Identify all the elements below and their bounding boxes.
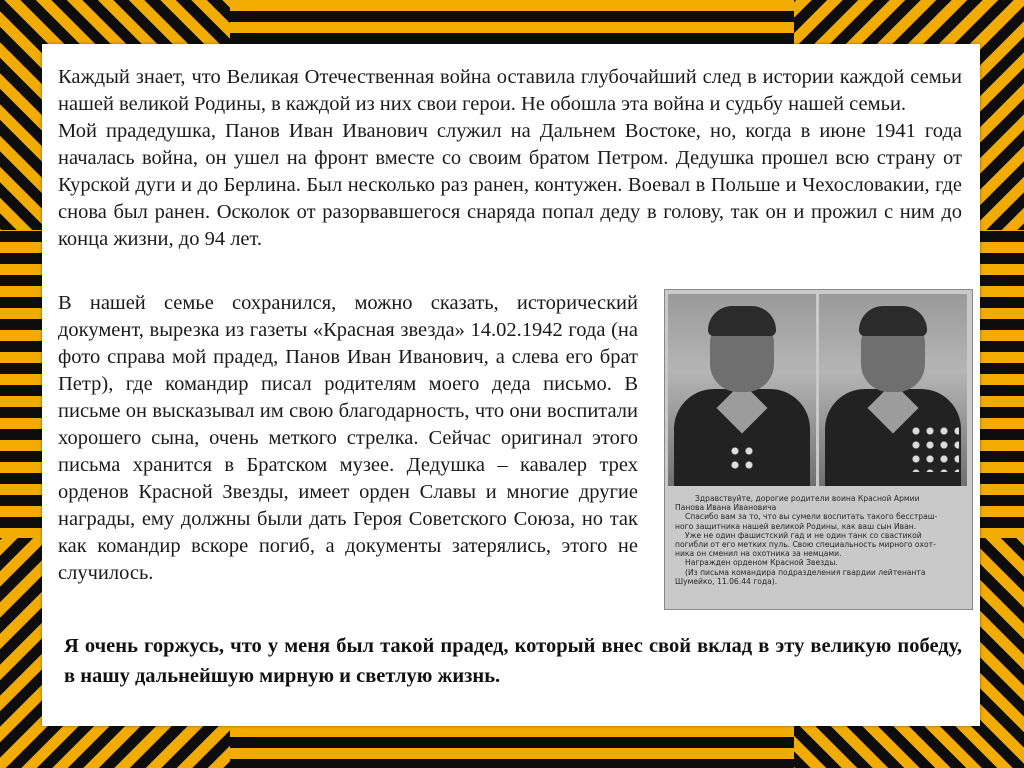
caption-line: Шумейко, 11.06.44 года). bbox=[675, 576, 778, 586]
caption-line: Спасибо вам за то, что вы сумели воспитать такого бесстраш- bbox=[685, 512, 938, 522]
intro-paragraph-2: Мой прадедушка, Панов Иван Иванович служил на Дальнем Востоке, но, когда в июне 1941 года началась война, он ушел на фронт вместе со своим братом Петром. Дедушка прошел всю страну от Курской дуги и до Берлина. Был несколько раз ранен, контужен. Воевал в Польше и Чехословакии, где снова был ранен. Осколок от разорвавшегося снаряда попал деду в голову, так он и прожил с ним до конца жизни, до 94 лет. bbox=[58, 120, 962, 250]
photo-brother-petr bbox=[668, 294, 816, 486]
caption-line: Панова Ивана Ивановича bbox=[675, 503, 777, 513]
photo-ivan-panov bbox=[819, 294, 967, 486]
caption-line: ного защитника нашей великой Родины, как ваш сын Иван. bbox=[675, 521, 917, 531]
conclusion-paragraph: Я очень горжусь, что у меня был такой прадед, который внес свой вклад в эту великую победу, в нашу дальнейшую мирную и светлую жизнь. bbox=[64, 635, 962, 687]
caption-line: Уже не один фашистский гад и не один танк со свастикой bbox=[685, 530, 922, 540]
document-paragraph: В нашей семье сохранился, можно сказать, исторический документ, вырезка из газеты «Красная звезда» 14.02.1942 года (на фото справа мой прадед, Панов Иван Иванович, а слева его брат Петр), где командир писал родителям моего деда письмо. В письме он высказывал им свою благодарность, что они воспитали хорошего сына, очень меткого стрелка. Сейчас оригинал этого письма хранится в Братском музее. Дедушка – кавалер трех орденов Красной Звезды, имеет орден Славы и многие другие награды, ему должны были дать Героя Советского Союза, но так как командир вскоре погиб, а документы затерялись, этого не случилось. bbox=[58, 292, 638, 584]
caption-line: Награжден орденом Красной Звезды. bbox=[685, 558, 838, 568]
caption-line: погибли от его метких пуль. Свою специальность мирного охот- bbox=[675, 540, 936, 550]
caption-line: Здравствуйте, дорогие родители воина Красной Армии bbox=[695, 494, 920, 503]
intro-text bbox=[58, 64, 962, 253]
document-text bbox=[58, 290, 638, 587]
intro-paragraph-1: Каждый знает, что Великая Отечественная война оставила глубочайший след в истории каждой семьи нашей великой Родины, в каждой из них свои герои. Не обошла эта война и судьбу нашей семьи. bbox=[58, 66, 962, 115]
newspaper-clipping bbox=[664, 289, 973, 610]
caption-line: (Из письма командира подразделения гвардии лейтенанта bbox=[685, 567, 926, 577]
clipping-caption bbox=[675, 494, 965, 586]
conclusion-text bbox=[64, 631, 962, 691]
caption-line: ника он сменил на охотника за немцами. bbox=[675, 549, 842, 559]
